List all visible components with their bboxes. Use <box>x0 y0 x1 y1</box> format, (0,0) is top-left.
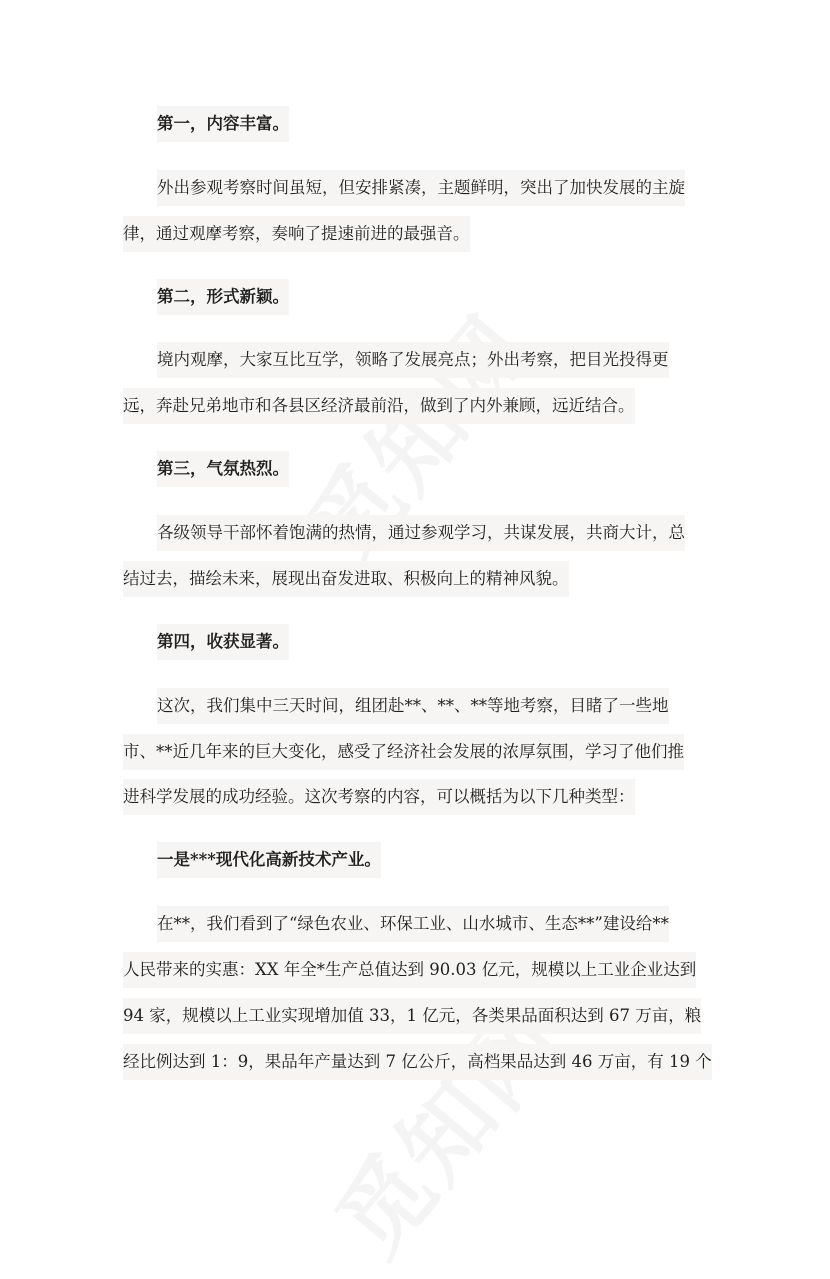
section-heading: 第二，形式新颖。 <box>157 279 289 315</box>
paragraph-line: 律，通过观摩考察，奏响了提速前进的最强音。 <box>123 216 470 252</box>
paragraph-line: 境内观摩，大家互比互学，领略了发展亮点；外出考察，把目光投得更 <box>157 342 669 378</box>
paragraph-line: 94 家，规模以上工业实现增加值 33，1 亿元，各类果品面积达到 67 万亩，粮 <box>123 998 701 1034</box>
section-heading: 第四，收获显著。 <box>157 624 289 660</box>
section-heading: 一是***现代化高新技术产业。 <box>157 842 381 878</box>
paragraph-line: 经比例达到 1：9，果品年产量达到 7 亿公斤，高档果品达到 46 万亩，有 19 个 <box>123 1044 712 1080</box>
paragraph-line: 这次，我们集中三天时间，组团赴**、**、**等地考察，目睹了一些地 <box>157 688 669 724</box>
section-heading: 第三，气氛热烈。 <box>157 451 289 487</box>
paragraph-line: 人民带来的实惠：XX 年全*生产总值达到 90.03 亿元，规模以上工业企业达到 <box>123 952 696 988</box>
paragraph-line: 市、**近几年来的巨大变化，感受了经济社会发展的浓厚氛围，学习了他们推 <box>123 734 684 770</box>
paragraph-line: 各级领导干部怀着饱满的热情，通过参观学习，共谋发展，共商大计，总 <box>157 515 685 551</box>
paragraph-line: 进科学发展的成功经验。这次考察的内容，可以概括为以下几种类型： <box>123 779 635 815</box>
section-heading: 第一，内容丰富。 <box>157 106 289 142</box>
paragraph-line: 远，奔赴兄弟地市和各县区经济最前沿，做到了内外兼顾，远近结合。 <box>123 388 635 424</box>
paragraph-line: 在**，我们看到了“绿色农业、环保工业、山水城市、生态**”建设给** <box>157 906 669 942</box>
paragraph-line: 外出参观考察时间虽短，但安排紧凑，主题鲜明，突出了加快发展的主旋 <box>157 170 685 206</box>
paragraph-line: 结过去，描绘未来，展现出奋发进取、积极向上的精神风貌。 <box>123 561 569 597</box>
